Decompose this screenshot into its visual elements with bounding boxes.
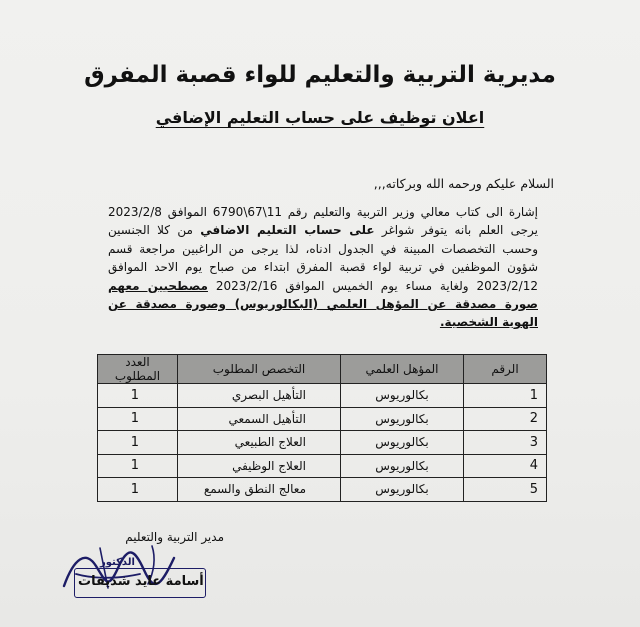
row-qualification: بكالوريوس	[341, 431, 464, 455]
signatory-title: مدير التربية والتعليم	[125, 530, 224, 544]
body-underlined-requirements: مصطحبين معهم صورة مصدقة عن المؤهل العلمي (البكالوريوس) وصورة مصدقة عن الهوية الشخصية.	[108, 278, 538, 330]
announcement-heading: اعلان توظيف على حساب التعليم الإضافي	[155, 108, 485, 127]
table-row	[98, 431, 547, 455]
signatory-doctor-label: الدكتور	[100, 557, 135, 568]
body-part-2: من كلا الجنسين وحسب التخصصات المبينة في الجدول ادناه، لذا يرجى من الراغبين مراجعة قسم شؤون الموظفين في تربية لواء قصبة المفرق ابتداء من صباح يوم الاحد الموافق 2023/2/12 ولغاية مساء يوم الخميس الموافق 2023/2/16	[108, 223, 538, 293]
header-qualification: المؤهل العلمي	[341, 355, 464, 384]
vacancies-table	[97, 354, 547, 502]
table-header-row	[98, 355, 547, 384]
row-number: 5	[464, 478, 547, 502]
row-qualification: بكالوريوس	[341, 478, 464, 502]
row-count: 1	[98, 431, 178, 455]
body-part-1: إشارة الى كتاب معالي وزير التربية والتعليم رقم 11\67\6790 الموافق 2023/2/8 يرجى العلم بانه يتوفر شواغر	[108, 205, 539, 238]
body-emphasis: على حساب التعليم الاضافي	[200, 223, 375, 238]
row-qualification: بكالوريوس	[341, 384, 464, 408]
header-count: العدد المطلوب	[98, 355, 178, 384]
row-count: 1	[98, 407, 178, 431]
header-specialty: التخصص المطلوب	[178, 355, 341, 384]
row-specialty: العلاج الوظيفي	[178, 454, 341, 478]
row-number: 3	[464, 431, 547, 455]
row-number: 2	[464, 407, 547, 431]
table-row	[98, 454, 547, 478]
document-title: مديرية التربية والتعليم للواء قصبة المفرق	[84, 62, 556, 88]
row-qualification: بكالوريوس	[341, 407, 464, 431]
row-number: 4	[464, 454, 547, 478]
signatory-name: أسامة عايد شديفات	[78, 574, 204, 589]
header-number: الرقم	[464, 355, 547, 384]
row-count: 1	[98, 454, 178, 478]
table-row	[98, 384, 547, 408]
row-qualification: بكالوريوس	[341, 454, 464, 478]
greeting-line: السلام عليكم ورحمه الله وبركاته,,,	[373, 176, 554, 191]
row-specialty: التأهيل البصري	[178, 384, 341, 408]
row-specialty: معالج النطق والسمع	[178, 478, 341, 502]
row-specialty: التأهيل السمعي	[178, 407, 341, 431]
row-count: 1	[98, 478, 178, 502]
document-subtitle	[0, 108, 640, 127]
table-row	[98, 407, 547, 431]
row-specialty: العلاج الطبيعي	[178, 431, 341, 455]
row-count: 1	[98, 384, 178, 408]
table-row	[98, 478, 547, 502]
announcement-body	[108, 203, 538, 332]
row-number: 1	[464, 384, 547, 408]
